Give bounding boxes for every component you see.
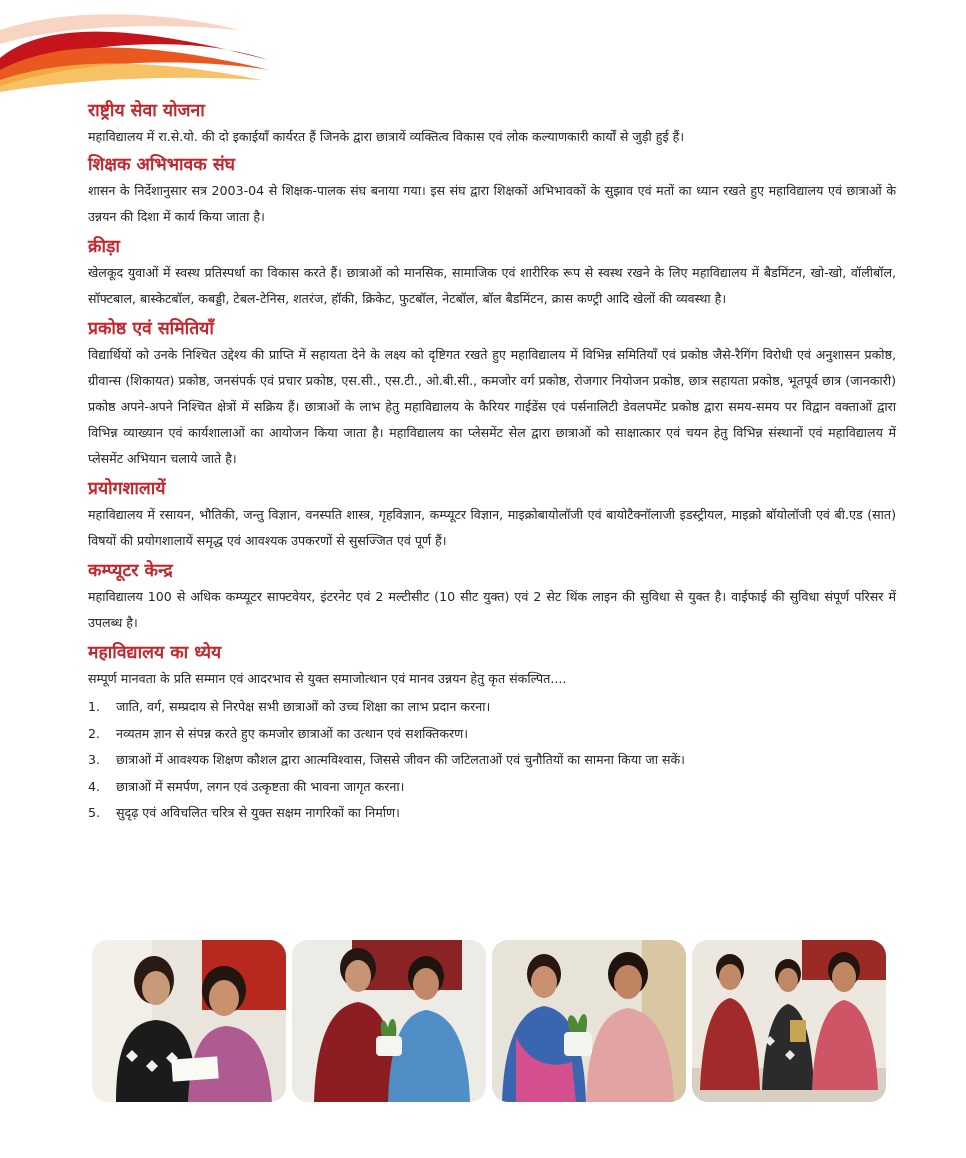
list-item-text: छात्राओं में आवश्यक शिक्षण कौशल द्वारा आत्मविश्वास, जिससे जीवन की जटिलताओं एवं चुनौतियों का सामना किया जा सकें। [116, 752, 685, 767]
section-text-parent-teacher: शासन के निर्देशानुसार सत्र 2003-04 से शिक्षक-पालक संघ बनाया गया। इस संघ द्वारा शिक्षकों अभिभावकों के सुझाव एवं मतों का ध्यान रखते हुए महाविद्यालय एवं छात्राओं के उन्नयन की दिशा में कार्य किया जाता है। [88, 183, 896, 224]
section-heading-college-goal: महाविद्यालय का ध्येय [88, 643, 222, 663]
section-text-computer-centre: महाविद्यालय 100 से अधिक कम्प्यूटर साफ्टवेयर, इंटरनेट एवं 2 मल्टीसीट (10 सीट युक्त) एवं 2 सेट थिंक लाइन की सुविधा से युक्त है। वाईफाई की सुविधा संपूर्ण परिसर में उपलब्ध है। [88, 589, 896, 630]
list-item-number: 4. [88, 778, 101, 794]
section-text-sports: खेलकूद युवाओं में स्वस्थ प्रतिस्पर्धा का विकास करते हैं। छात्राओं को मानसिक, सामाजिक एवं शारीरिक रूप से स्वस्थ रखने के लिए महाविद्यालय में बैडमिंटन, खो-खो, वॉलीबॉल, सॉफ्टबाल, बास्केटबॉल, कबड्डी, टेबल-टेनिस, शतरंज, हॉकी, क्रिकेट, फुटबॉल, नेटबॉल, बॉल बैडमिंटन, क्रास कण्ट्री आदि खेलों की व्यवस्था है। [88, 265, 896, 306]
list-item [88, 800, 896, 827]
list-item [88, 721, 896, 748]
list-item [88, 694, 896, 721]
list-item-number: 3. [88, 752, 101, 767]
list-item-text: छात्राओं में समर्पण, लगन एवं उत्कृष्टता की भावना जागृत करना। [116, 778, 405, 794]
section-heading-laboratories: प्रयोगशालायें [88, 479, 166, 499]
section-heading-sports: क्रीड़ा [88, 237, 120, 257]
section-heading-nss: राष्ट्रीय सेवा योजना [88, 101, 205, 121]
section-heading-parent-teacher: शिक्षक अभिभावक संघ [88, 155, 235, 175]
list-item-number: 5. [88, 805, 101, 820]
photo-plant-felicitation-1 [292, 940, 486, 1102]
photo-award-presentation [692, 940, 886, 1102]
list-item [88, 747, 896, 774]
section-text-laboratories: महाविद्यालय में रसायन, भौतिकी, जन्तु विज्ञान, वनस्पति शास्त्र, गृहविज्ञान, कम्प्यूटर विज्ञान, माइक्रोबायोलॉजी एवं बायोटैक्नॉलाजी इडस्ट्रीयल, माइक्रो बॉयोलॉजी एवं बी.एड (सात) विषयों की प्रयोगशालायें समृद्ध एवं आवश्यक उपकरणों से सुसज्जित एवं पूर्ण हैं। [88, 507, 896, 548]
list-item-text: जाति, वर्ग, सम्प्रदाय से निरपेक्ष सभी छात्राओं को उच्च शिक्षा का लाभ प्रदान करना। [116, 699, 491, 714]
section-text-nss: महाविद्यालय में रा.से.यो. की दो इकाईयाँ कार्यरत हैं जिनके द्वारा छात्रायें व्यक्तित्व विकास एवं लोक कल्याणकारी कार्यों से जुड़ी हुई हैं। [88, 129, 685, 144]
section-heading-cells-committees: प्रकोष्ठ एवं समितियाँ [88, 319, 214, 339]
goals-list [88, 694, 896, 827]
list-item-number: 1. [88, 699, 101, 714]
list-item-text: सुदृढ़ एवं अविचलित चरित्र से युक्त सक्षम नागरिकों का निर्माण। [116, 805, 400, 820]
photo-plant-felicitation-2 [492, 940, 686, 1102]
decorative-swoosh [0, 0, 280, 100]
photo-gallery [92, 940, 886, 1102]
list-item-text: नव्यतम ज्ञान से संपन्न करते हुए कमजोर छात्राओं का उत्थान एवं सशक्तिकरण। [116, 725, 469, 741]
main-content [88, 98, 896, 827]
section-text-college-goal: सम्पूर्ण मानवता के प्रति सम्मान एवं आदरभाव से युक्त समाजोत्थान एवं मानव उन्नयन हेतु कृत संकल्पित.... [88, 671, 567, 686]
section-heading-computer-centre: कम्प्यूटर केन्द्र [88, 561, 173, 581]
list-item [88, 774, 896, 801]
section-text-cells-committees: विद्यार्थियों को उनके निश्चित उद्देश्य की प्राप्ति में सहायता देने के लक्ष्य को दृष्टिगत रखते हुए महाविद्यालय में विभिन्न समितियाँ एवं प्रकोष्ठ जैसे-रैगिंग विरोधी एवं अनुशासन प्रकोष्ठ, ग्रीवान्स (शिकायत) प्रकोष्ठ, जनसंपर्क एवं प्रचार प्रकोष्ठ, एस.सी., एस.टी., ओ.बी.सी., कमजोर वर्ग प्रकोष्ठ, रोजगार नियोजन प्रकोष्ठ, छात्र सहायता प्रकोष्ठ, भूतपूर्व छात्र (जानकारी) प्रकोष्ठ अपने-अपने निश्चित क्षेत्रों में सक्रिय हैं। छात्राओं के लाभ हेतु महाविद्यालय के कैरियर गाईडेंस एवं पर्सनालिटी डेवलपमेंट प्रकोष्ठ द्वारा समय-समय पर विद्वान वक्ताओं द्वारा विभिन्न व्याख्यान एवं कार्यशालाओं का आयोजन किया जाता है। महाविद्यालय का प्लेसमेंट सेल द्वारा छात्राओं को साक्षात्कार एवं चयन हेतु विभिन्न संस्थानों एवं महाविद्यालय में प्लेसमेंट अभियान चलाये जाते है। [88, 347, 896, 466]
list-item-number: 2. [88, 725, 101, 741]
photo-cheque-presentation [92, 940, 286, 1102]
